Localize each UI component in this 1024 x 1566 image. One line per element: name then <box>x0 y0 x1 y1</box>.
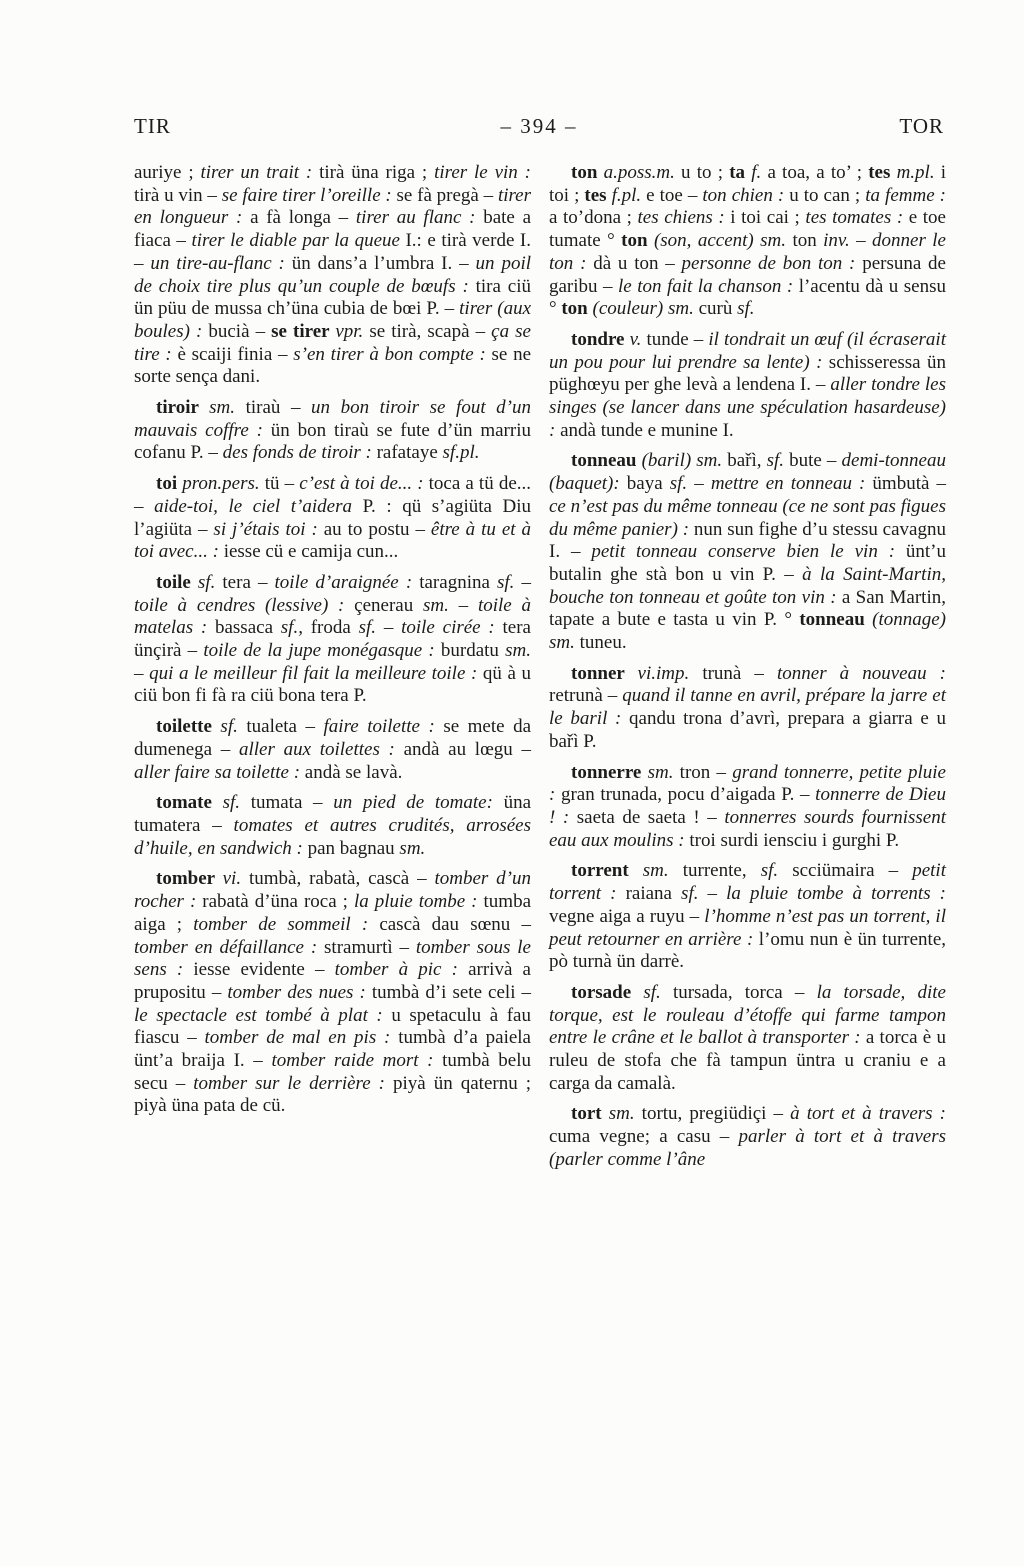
french-phrase: la pluie tombe : <box>353 891 484 913</box>
french-phrase: tonner à nouveau : <box>777 662 946 684</box>
monegasque-text: auriye ; <box>134 162 201 183</box>
monegasque-text: tumata – <box>250 792 334 814</box>
french-phrase: donner le ton : <box>549 230 946 274</box>
monegasque-text: u to ; <box>681 162 730 183</box>
french-phrase: sm. <box>505 640 531 662</box>
french-phrase: la pluie tombe à torrents : <box>726 883 946 905</box>
monegasque-text: nun sun fighe d’u stessu cavagnu I. – <box>549 518 946 563</box>
french-phrase: (baril) sm. <box>641 450 728 472</box>
monegasque-text: cascà dau sœnu – <box>379 913 531 935</box>
french-phrase: tes tomates : <box>805 207 909 229</box>
monegasque-text: tera ünçirà – <box>134 617 531 662</box>
entry-tirer-continuation <box>134 162 531 389</box>
french-phrase: un tire-au-flanc : <box>150 252 292 274</box>
headword: tonneau <box>571 450 642 472</box>
monegasque-text: tira ciü ün püu de mussa ch’üna cubia de bœi P. – <box>134 275 532 320</box>
monegasque-text: tursada, torca – <box>672 981 817 1003</box>
monegasque-text: trunà – <box>702 662 777 684</box>
french-phrase: à tort et à travers : <box>790 1103 946 1125</box>
headword: toile <box>156 571 198 593</box>
monegasque-text: bucià – <box>208 320 272 342</box>
french-phrase: tomber de mal en pis : <box>204 1027 399 1049</box>
headword: tes <box>868 162 897 183</box>
monegasque-text: tirà u vin – <box>134 184 222 206</box>
entry-tiroir <box>134 397 531 465</box>
monegasque-text: i toi cai ; <box>730 207 806 229</box>
french-phrase: m.pl. <box>896 162 941 183</box>
monegasque-text: retrunà – <box>549 685 623 707</box>
french-phrase: ta femme : <box>865 184 946 206</box>
monegasque-text: tumba aiga ; <box>134 891 532 935</box>
headword: tiroir <box>156 397 210 419</box>
text-block <box>134 162 946 1180</box>
headword: tondre <box>571 328 630 350</box>
headword: torrent <box>571 860 643 882</box>
french-phrase: aller aux toilettes : <box>238 738 404 760</box>
french-phrase: sf. <box>760 860 793 882</box>
entry-toilette <box>134 716 531 784</box>
french-phrase: (couleur) sm. <box>592 298 699 320</box>
french-phrase: vi. <box>222 868 249 890</box>
monegasque-text: – <box>694 473 711 495</box>
french-phrase: le ton fait la chanson : <box>618 275 799 297</box>
entry-ton <box>549 162 946 321</box>
monegasque-text: ünt’u butalin ghe stà bon u vin P. – <box>549 541 947 585</box>
monegasque-text: i toi ; <box>549 162 947 206</box>
monegasque-text: a fà longa – <box>250 207 356 229</box>
french-phrase: tonnerres sourds fournissent eau aux moulins : <box>549 806 946 851</box>
monegasque-text: tumbà d’i sete celi – <box>371 981 532 1003</box>
french-phrase: toile à matelas : <box>134 594 532 639</box>
monegasque-text: stramurtì – <box>324 936 416 958</box>
french-phrase: toile à cendres (lessive) : <box>134 594 355 616</box>
french-phrase: sf. <box>737 298 755 320</box>
french-phrase: sf. <box>496 571 522 593</box>
headword: tonneau <box>799 609 873 631</box>
french-phrase: il tondrait un œuf (il écraserait un pou pour lui prendre sa lente) : <box>549 328 946 373</box>
french-phrase: tomber sous le sens : <box>134 936 531 981</box>
entry-toile <box>134 572 531 708</box>
french-phrase: toile de la jupe monégasque : <box>203 640 441 662</box>
monegasque-text: ümbutà – <box>872 473 946 495</box>
monegasque-text: ün bon tiraù se fute d’ün marriu cofanu P. – <box>134 419 531 464</box>
entry-tonnerre <box>549 762 946 853</box>
monegasque-text: tumbà d’a paiela ünt’a braija I. – <box>134 1027 531 1072</box>
french-phrase: tomber des nues : <box>227 981 372 1003</box>
french-phrase: la torsade, dite torque, est le rouleau d’étoffe qui farme tampon entre le crâne et le ballot à transporter : <box>549 981 946 1049</box>
monegasque-text: se mete da dumenega – <box>134 716 532 760</box>
headword: ton <box>561 298 593 320</box>
entry-toi <box>134 473 531 564</box>
monegasque-text: turrente, <box>682 860 761 882</box>
french-phrase: inv. <box>823 230 857 252</box>
headword: tomate <box>156 792 223 814</box>
french-phrase: (tonnage) sm. <box>549 609 946 654</box>
french-phrase: sf. <box>643 981 673 1003</box>
monegasque-text: a San Martin, tapate a bute e tasta u vin P. ° <box>549 586 946 631</box>
french-phrase: (son, accent) sm. <box>653 230 793 252</box>
french-phrase: un poil de choix tire plus qu’un couple de bœufs : <box>134 252 532 297</box>
monegasque-text: – <box>521 571 531 593</box>
french-phrase: tirer un trait : <box>200 162 320 183</box>
monegasque-text: raiana <box>625 883 682 905</box>
french-phrase: tomber raide mort : <box>271 1050 443 1072</box>
entry-tonneau <box>549 450 946 654</box>
french-phrase: tomber en défaillance : <box>134 936 325 958</box>
monegasque-text: gran trunada, pocu d’aigada P. – <box>560 784 816 806</box>
monegasque-text: a torca è u ruleu de stofa che fà tampun üntra u craniu e a carga da camalà. <box>549 1027 946 1094</box>
french-phrase: petit tonneau conserve bien le vin : <box>591 541 906 563</box>
monegasque-text: tiraù – <box>245 397 312 419</box>
monegasque-text: curù <box>698 298 738 320</box>
french-phrase: f. <box>751 162 768 183</box>
french-phrase: a.poss.m. <box>603 162 682 183</box>
headword: se tirer <box>271 320 336 342</box>
french-phrase: v. <box>629 328 647 350</box>
french-phrase: aide-toi, le ciel t’aidera <box>154 495 363 517</box>
french-phrase: des fonds de tiroir : <box>222 442 377 464</box>
monegasque-text: tunde – <box>646 328 709 350</box>
monegasque-text: iesse cü e camija cun... <box>223 541 399 563</box>
french-phrase: sm. <box>647 761 680 783</box>
monegasque-text: dà u ton – <box>593 252 682 274</box>
french-phrase: vi.imp. <box>637 662 703 684</box>
french-phrase: toile cirée : <box>401 617 503 639</box>
french-phrase: sm. <box>608 1103 642 1125</box>
monegasque-text: persuna de garibu – <box>549 252 946 297</box>
french-phrase: sm. <box>642 860 683 882</box>
monegasque-text: tera – <box>222 571 275 593</box>
monegasque-text: arrivà a prupositu – <box>134 959 531 1003</box>
french-phrase: ton chien : <box>702 184 790 206</box>
french-phrase: aller faire sa toilette : <box>134 761 305 783</box>
french-phrase: sf.pl. <box>442 442 480 464</box>
french-phrase: petit torrent : <box>549 860 946 905</box>
headword: toi <box>156 473 183 495</box>
french-phrase: c’est à toi de... : <box>299 473 429 495</box>
monegasque-text: andà au lœgu – <box>403 738 531 760</box>
french-phrase: aller tondre les singes (se lancer dans une spéculation hasardeuse) : <box>549 374 946 441</box>
monegasque-text: piyà ün qaternu ; piyà üna pata de cü. <box>134 1072 531 1117</box>
monegasque-text: se ne sorte sença dani. <box>134 343 532 388</box>
guide-word-right: TOR <box>899 114 944 138</box>
french-phrase: ça se tire : <box>134 320 531 365</box>
monegasque-text: bate a fiaca – <box>134 207 532 252</box>
guide-word-left: TIR <box>134 114 171 138</box>
monegasque-text: qü à u ciü bon fi fà ra ciü bona tera P. <box>134 662 532 707</box>
monegasque-text: l’omu nun è ün turrente, pò turnà ün darrè. <box>549 928 946 973</box>
running-header <box>134 114 944 139</box>
entry-tomate <box>134 792 531 860</box>
french-phrase: personne de bon ton : <box>681 252 863 274</box>
french-phrase: sf. <box>222 792 251 814</box>
monegasque-text: üna tumatera – <box>134 792 531 836</box>
monegasque-text: qandu trona d’avrì, prepara a giarra e u bařì P. <box>549 708 946 752</box>
headword: tomber <box>156 868 223 890</box>
monegasque-text: – <box>856 230 873 252</box>
french-phrase: tomates et autres crudités, arrosées d’huile, en sandwich : <box>134 814 532 859</box>
monegasque-text: tumbà belu secu – <box>134 1050 531 1094</box>
monegasque-text: – <box>707 883 727 905</box>
french-phrase: quand il tanne en avril, prépare la jarre et le baril : <box>549 685 946 730</box>
french-phrase: mettre en tonneau : <box>710 473 873 495</box>
french-phrase: tirer au flanc : <box>355 207 484 229</box>
monegasque-text: se tirà, scapà – <box>369 320 492 342</box>
entry-torsade <box>549 982 946 1096</box>
entry-tomber <box>134 868 531 1118</box>
headword: tort <box>571 1103 609 1125</box>
monegasque-text: bassaca <box>214 617 281 639</box>
monegasque-text: çenerau <box>354 594 424 616</box>
french-phrase: tirer (aux boules) : <box>134 298 531 342</box>
monegasque-text: tuneu. <box>579 632 627 654</box>
french-phrase: faire toilette : <box>323 716 444 738</box>
monegasque-text: a toa, a to’ ; <box>767 162 869 183</box>
monegasque-text: schisseressa ün püghœyu per ghe levà a lendena I. – <box>549 351 946 396</box>
left-column <box>134 162 531 1180</box>
french-phrase: à la Saint-Martin, bouche ton tonneau et goûte ton vin : <box>549 563 946 608</box>
monegasque-text: tumbà, rabatà, cascà – <box>248 868 435 890</box>
headword: ton <box>621 230 654 252</box>
french-phrase: l’homme n’est pas un torrent, il peut retourner en arrière : <box>549 905 946 950</box>
french-phrase: tomber d’un rocher : <box>134 868 532 913</box>
headword: tonnerre <box>571 761 648 783</box>
headword: torsade <box>571 981 644 1003</box>
monegasque-text: saeta de saeta ! – <box>576 806 725 828</box>
french-phrase: sf. <box>220 716 247 738</box>
french-phrase: grand tonnerre, petite pluie : <box>549 761 946 806</box>
monegasque-text: andà se lavà. <box>304 761 403 783</box>
french-phrase: sm. <box>399 837 426 859</box>
entry-tort <box>549 1103 946 1171</box>
french-phrase: sf., <box>280 617 311 639</box>
french-phrase: tirer le diable par la queue <box>191 230 406 252</box>
entry-torrent <box>549 860 946 974</box>
monegasque-text: bařì, <box>727 450 767 472</box>
french-phrase: demi-tonneau (baquet): <box>549 450 946 495</box>
entry-tonner <box>549 663 946 754</box>
monegasque-text: I.: e tirà verde I. – <box>134 230 531 274</box>
monegasque-text: l’acentu dà u sensu ° <box>549 275 946 320</box>
monegasque-text: vegne aiga a ruyu – <box>549 905 705 927</box>
monegasque-text: tü – <box>264 473 300 495</box>
french-phrase: tirer le vin : <box>434 162 531 183</box>
french-phrase: parler à tort et à travers (parler comme l’âne <box>549 1126 946 1170</box>
monegasque-text: e toe tumate ° <box>549 207 946 252</box>
monegasque-text: rafataye <box>376 442 443 464</box>
monegasque-text: toca a tü de... – <box>134 473 531 517</box>
french-phrase: s’en tirer à bon compte : <box>293 343 492 365</box>
monegasque-text: – <box>383 617 402 639</box>
french-phrase: sm. <box>209 397 246 419</box>
french-phrase: tes chiens : <box>637 207 731 229</box>
monegasque-text: tortu, pregiüdiçi – <box>641 1103 791 1125</box>
french-phrase: sf. <box>669 473 695 495</box>
right-column <box>549 162 946 1180</box>
monegasque-text: – <box>458 594 478 616</box>
french-phrase: tomber de sommeil : <box>193 913 380 935</box>
headword: tes <box>584 184 612 206</box>
monegasque-text: iesse evidente – <box>193 959 335 981</box>
french-phrase: pron.pers. <box>182 473 265 495</box>
french-phrase: tomber à pic : <box>334 959 469 981</box>
monegasque-text: è scaiji finia – <box>177 343 294 365</box>
monegasque-text: rabatà d’üna roca ; <box>202 891 354 913</box>
french-phrase: se faire tirer l’oreille : <box>221 184 397 206</box>
monegasque-text: tron – <box>679 761 733 783</box>
french-phrase: vpr. <box>335 320 370 342</box>
monegasque-text: se fà pregà – <box>396 184 498 206</box>
monegasque-text: taragnina <box>419 571 497 593</box>
page-number: – 394 – <box>500 114 578 138</box>
monegasque-text: ton <box>792 230 824 252</box>
monegasque-text: cuma vegne; a casu – <box>549 1126 739 1148</box>
french-phrase: qui a le meilleur fil fait la meilleure toile : <box>149 662 483 684</box>
monegasque-text: bute – <box>789 450 842 472</box>
monegasque-text: burdatu <box>440 640 506 662</box>
monegasque-text: baya <box>626 473 670 495</box>
headword: tonner <box>571 662 638 684</box>
monegasque-text: ün dans’a l’umbra I. – <box>291 252 476 274</box>
french-phrase: le spectacle est tombé à plat : <box>134 1004 392 1026</box>
french-phrase: tonnerre de Dieu ! : <box>549 784 946 828</box>
monegasque-text: u to can ; <box>789 184 866 206</box>
french-phrase: ce n’est pas du même tonneau (ce ne sont pas figues du même panier) : <box>549 495 946 540</box>
french-phrase: être à tu et à toi avec... : <box>134 518 531 563</box>
french-phrase: sf. <box>766 450 790 472</box>
french-phrase: un bon tiroir se fout d’un mauvais coffre : <box>134 397 531 441</box>
monegasque-text: tirà üna riga ; <box>319 162 435 183</box>
french-phrase: toile d’araignée : <box>274 571 420 593</box>
monegasque-text: troi surdi iensciu i gurghi P. <box>689 829 900 851</box>
french-phrase: sf. <box>681 883 708 905</box>
monegasque-text: a to’dona ; <box>549 207 638 229</box>
french-phrase: f.pl. <box>611 184 647 206</box>
monegasque-text: pan bagnau <box>307 837 400 859</box>
monegasque-text: u spetaculu à fau fiascu – <box>134 1004 531 1049</box>
monegasque-text: au to postu – <box>323 518 431 540</box>
headword: ton <box>571 162 604 183</box>
french-phrase: si j’étais toi : <box>213 518 324 540</box>
french-phrase: tirer en longueur : <box>134 184 532 229</box>
entry-tondre <box>549 329 946 443</box>
headword: ta <box>729 162 752 183</box>
monegasque-text: andà tunde e munine I. <box>560 419 734 441</box>
monegasque-text: – <box>134 662 150 684</box>
french-phrase: sf. <box>358 617 384 639</box>
french-phrase: sf. <box>197 571 223 593</box>
monegasque-text: tualeta – <box>246 716 324 738</box>
headword: toilette <box>156 716 221 738</box>
french-phrase: un pied de tomate: <box>333 792 504 814</box>
monegasque-text: froda <box>310 617 359 639</box>
monegasque-text: P. : qü s’agiüta Diu l’agiüta – <box>134 495 532 540</box>
french-phrase: sm. <box>423 594 459 616</box>
monegasque-text: e toe – <box>646 184 703 206</box>
french-phrase: tomber sur le derrière : <box>193 1072 394 1094</box>
monegasque-text: scciümaira – <box>792 860 913 882</box>
